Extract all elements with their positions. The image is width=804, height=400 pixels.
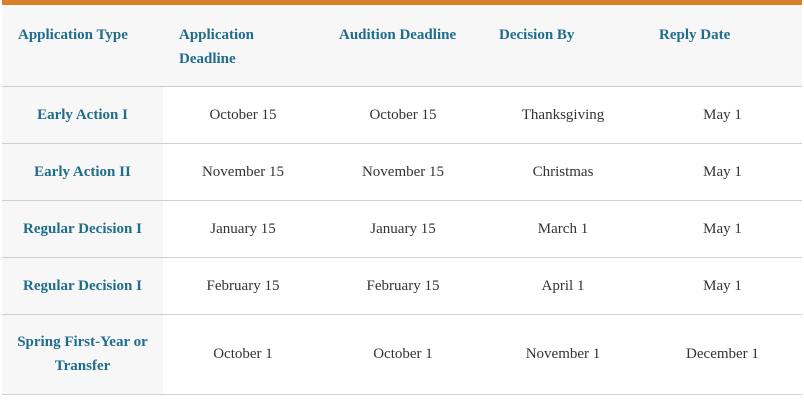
cell-decision-by: Thanksgiving — [521, 106, 605, 123]
cell-application-deadline: February 15 — [206, 277, 280, 294]
table-row — [2, 314, 802, 394]
application-deadlines-table — [2, 5, 802, 395]
cell-application-type: Spring First-Year or Transfer — [2, 314, 163, 394]
column-header-decision-by: Decision By — [483, 5, 643, 86]
cell-decision-by: March 1 — [537, 220, 589, 237]
cell-audition-deadline: October 15 — [369, 106, 437, 123]
header-row — [2, 5, 802, 86]
cell-audition-deadline: October 1 — [373, 346, 433, 362]
cell-application-deadline: October 1 — [213, 346, 273, 362]
cell-decision-by: November 1 — [525, 346, 601, 362]
cell-application-deadline: November 15 — [201, 163, 285, 180]
cell-reply-date: December 1 — [686, 346, 759, 362]
column-header-application-type: Application Type — [2, 5, 163, 86]
table-row — [2, 200, 802, 257]
cell-reply-date: May 1 — [703, 106, 742, 123]
cell-decision-by: Christmas — [532, 163, 594, 180]
cell-reply-date: May 1 — [703, 163, 742, 180]
table-header — [2, 5, 802, 86]
column-header-audition-deadline: Audition Deadline — [323, 5, 483, 86]
table-row — [2, 143, 802, 200]
cell-application-type: Early Action I — [2, 86, 163, 143]
column-header-application-deadline: Application Deadline — [163, 5, 323, 86]
table-row — [2, 86, 802, 143]
table-body — [2, 86, 802, 394]
cell-audition-deadline: February 15 — [366, 277, 440, 294]
cell-reply-date: May 1 — [703, 220, 742, 237]
cell-application-type: Regular Decision I — [2, 257, 163, 314]
table-row — [2, 257, 802, 314]
cell-application-deadline: October 15 — [209, 106, 277, 123]
cell-application-type: Early Action II — [2, 143, 163, 200]
cell-application-type: Regular Decision I — [2, 200, 163, 257]
cell-application-deadline: January 15 — [210, 220, 276, 237]
cell-decision-by: April 1 — [541, 277, 585, 294]
cell-reply-date: May 1 — [703, 277, 742, 294]
cell-audition-deadline: January 15 — [370, 220, 436, 237]
cell-audition-deadline: November 15 — [361, 163, 445, 180]
column-header-reply-date: Reply Date — [643, 5, 802, 86]
